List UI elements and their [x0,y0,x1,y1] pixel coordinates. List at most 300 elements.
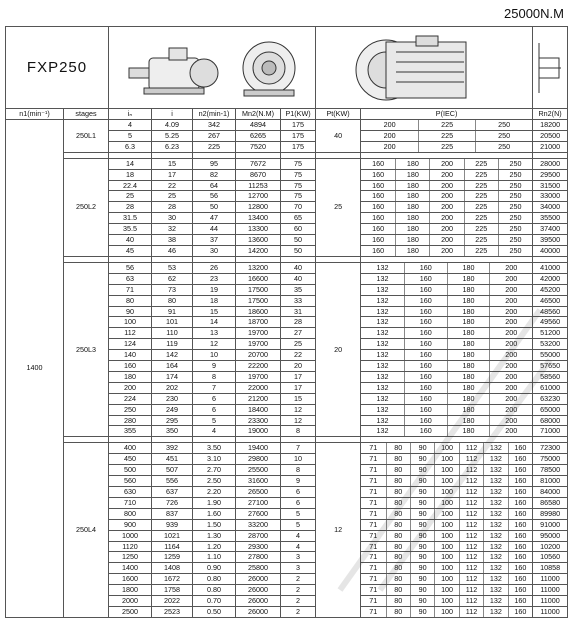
iec-frame-size: 80 [386,607,410,617]
iec-frame-size: 225 [418,120,475,130]
header-i: i [152,109,193,120]
ratio-cell: 1758 [152,585,193,596]
iec-frame-size: 71 [369,508,378,518]
iec-frame-size: 225 [464,246,498,256]
iec-frame-cell [361,465,533,476]
iec-frame-cell [361,487,533,498]
iec-frame-size: 225 [464,213,498,223]
torque-cell: 17500 [236,284,281,295]
output-speed-cell: 64 [193,180,236,191]
output-speed-cell: 0.50 [193,606,236,617]
ratio-nominal-cell: 500 [109,465,152,476]
radial-load-cell: 81000 [533,476,568,487]
radial-load-cell: 10200 [533,541,568,552]
iec-frame-size: 160 [508,552,532,562]
iec-frame-size: 160 [508,520,532,530]
iec-frame-size: 132 [376,284,389,294]
header-pt: Pt(KW) [316,109,361,120]
iec-frame-size: 200 [489,426,532,436]
torque-cell: 19700 [236,328,281,339]
shaft-diagram-icon [533,38,563,98]
output-speed-cell: 3.10 [193,454,236,465]
torque-cell: 25500 [236,465,281,476]
iec-frame-size: 225 [464,170,498,180]
power-cell: 50 [281,245,316,256]
iec-frame-size: 132 [376,295,389,305]
ratio-nominal-cell: 90 [109,306,152,317]
iec-frame-cell [361,130,533,141]
ratio-cell: 1164 [152,541,193,552]
iec-frame-size: 160 [508,487,532,497]
table-row [6,443,568,454]
iec-frame-cell [361,245,533,256]
iec-frame-cell [361,508,533,519]
radial-load-cell: 28000 [533,158,568,169]
iec-frame-size: 160 [404,350,447,360]
gear-reducer-icon [109,28,316,108]
ratio-nominal-cell: 900 [109,519,152,530]
iec-frame-size: 132 [483,498,507,508]
output-speed-cell: 9 [193,361,236,372]
power-cell: 75 [281,180,316,191]
iec-frame-cell [361,202,533,213]
iec-frame-size: 250 [498,235,532,245]
iec-frame-size: 71 [369,519,378,529]
power-cell: 35 [281,284,316,295]
iec-frame-size: 132 [483,487,507,497]
iec-frame-size: 200 [489,328,532,338]
torque-cell: 14200 [236,245,281,256]
torque-cell: 29300 [236,541,281,552]
iec-frame-size: 225 [464,224,498,234]
radial-load-cell: 33000 [533,191,568,202]
iec-frame-size: 100 [434,454,458,464]
iec-frame-size: 71 [369,465,378,475]
ratio-cell: 1021 [152,530,193,541]
specification-table [5,26,568,618]
iec-frame-size: 200 [489,339,532,349]
torque-cell: 27100 [236,497,281,508]
output-speed-cell: 10 [193,350,236,361]
iec-frame-size: 90 [410,574,434,584]
ratio-cell: 507 [152,465,193,476]
iec-frame-cell [361,339,533,350]
iec-frame-size: 132 [376,371,389,381]
radial-load-cell: 46500 [533,295,568,306]
iec-frame-size: 160 [372,169,385,179]
model-name: FXP250 [6,27,109,109]
radial-load-cell: 49560 [533,317,568,328]
iec-frame-size: 80 [386,574,410,584]
iec-frame-cell [361,585,533,596]
iec-frame-size: 200 [489,274,532,284]
iec-frame-size: 160 [404,328,447,338]
radial-load-cell: 29500 [533,169,568,180]
ratio-nominal-cell: 630 [109,487,152,498]
ratio-cell: 91 [152,306,193,317]
iec-frame-size: 200 [429,246,463,256]
header-rn2: Rn2(N) [533,109,568,120]
header-n1: n1(min⁻¹) [6,109,64,120]
iec-frame-size: 112 [459,531,483,541]
radial-load-cell: 37400 [533,224,568,235]
radial-load-cell: 35500 [533,213,568,224]
iec-frame-size: 225 [418,131,475,141]
output-speed-cell: 7 [193,382,236,393]
iec-frame-size: 200 [489,394,532,404]
iec-frame-size: 132 [483,552,507,562]
torque-cell: 22000 [236,382,281,393]
iec-frame-size: 71 [369,574,378,584]
radial-load-cell: 95000 [533,530,568,541]
output-speed-cell: 47 [193,213,236,224]
torque-cell: 26000 [236,574,281,585]
iec-frame-size: 132 [376,350,389,360]
power-cell: 40 [281,262,316,273]
power-cell: 4 [281,541,316,552]
iec-frame-size: 180 [395,181,429,191]
iec-frame-size: 180 [447,350,490,360]
output-speed-cell: 1.60 [193,508,236,519]
iec-frame-size: 160 [404,416,447,426]
iec-frame-size: 180 [447,361,490,371]
torque-cell: 25800 [236,563,281,574]
iec-frame-cell [361,454,533,465]
output-speed-cell: 3.50 [193,443,236,454]
output-speed-cell: 6 [193,393,236,404]
iec-frame-size: 71 [369,443,378,453]
power-cell: 70 [281,202,316,213]
power-cell: 15 [281,393,316,404]
iec-frame-size: 112 [459,454,483,464]
ratio-nominal-cell: 6.3 [109,141,152,152]
iec-frame-cell [361,443,533,454]
iec-frame-size: 200 [383,141,396,151]
ratio-nominal-cell: 1000 [109,530,152,541]
iec-frame-size: 112 [459,552,483,562]
torque-cell: 26500 [236,487,281,498]
iec-frame-size: 132 [376,404,389,414]
ratio-nominal-cell: 140 [109,350,152,361]
ratio-nominal-cell: 560 [109,476,152,487]
iec-frame-size: 80 [386,552,410,562]
ratio-cell: 2523 [152,606,193,617]
ratio-cell: 174 [152,371,193,382]
radial-load-cell: 84000 [533,487,568,498]
iec-frame-size: 100 [434,509,458,519]
radial-load-cell: 11000 [533,596,568,607]
iec-frame-size: 160 [372,180,385,190]
iec-frame-size: 132 [376,339,389,349]
iec-frame-size: 112 [459,498,483,508]
iec-frame-size: 200 [429,235,463,245]
iec-frame-size: 160 [508,607,532,617]
iec-frame-size: 200 [429,159,463,169]
ratio-cell: 939 [152,519,193,530]
iec-frame-size: 80 [386,596,410,606]
iec-frame-size: 100 [434,585,458,595]
output-speed-cell: 1.90 [193,497,236,508]
iec-frame-cell [361,191,533,202]
iec-frame-size: 200 [429,224,463,234]
output-speed-cell: 0.80 [193,585,236,596]
ratio-cell: 38 [152,235,193,246]
ratio-cell: 53 [152,262,193,273]
power-cell: 28 [281,317,316,328]
iec-frame-size: 160 [372,245,385,255]
power-cell: 175 [281,130,316,141]
output-speed-cell: 6 [193,404,236,415]
iec-frame-size: 90 [410,596,434,606]
iec-frame-cell [361,393,533,404]
ratio-cell: 5.25 [152,130,193,141]
output-speed-cell: 0.90 [193,563,236,574]
torque-cell: 17500 [236,295,281,306]
power-cell: 27 [281,328,316,339]
radial-load-cell: 48560 [533,306,568,317]
ratio-nominal-cell: 2000 [109,596,152,607]
torque-cell: 13200 [236,262,281,273]
iec-frame-size: 200 [489,350,532,360]
iec-frame-size: 160 [508,465,532,475]
iec-frame-size: 180 [447,328,490,338]
torque-cell: 19700 [236,339,281,350]
iec-frame-size: 180 [447,416,490,426]
iec-frame-size: 132 [376,317,389,327]
iec-frame-cell [361,415,533,426]
iec-frame-cell [361,317,533,328]
ratio-cell: 4.09 [152,120,193,131]
iec-frame-size: 180 [395,235,429,245]
iec-frame-size: 180 [395,246,429,256]
iec-frame-size: 180 [447,274,490,284]
iec-frame-size: 80 [386,509,410,519]
iec-frame-size: 132 [376,306,389,316]
ratio-cell: 1408 [152,563,193,574]
iec-frame-size: 160 [404,339,447,349]
power-cell: 9 [281,476,316,487]
iec-frame-size: 160 [404,296,447,306]
iec-frame-cell [361,141,533,152]
iec-frame-size: 180 [447,263,490,273]
power-cell: 20 [281,361,316,372]
ratio-nominal-cell: 22.4 [109,180,152,191]
power-cell: 7 [281,443,316,454]
output-speed-cell: 1.50 [193,519,236,530]
iec-frame-size: 225 [464,159,498,169]
output-speed-cell: 23 [193,273,236,284]
ratio-cell: 80 [152,295,193,306]
iec-frame-size: 160 [372,158,385,168]
iec-frame-size: 160 [404,307,447,317]
output-speed-cell: 18 [193,295,236,306]
iec-frame-size: 225 [464,181,498,191]
torque-cell: 12800 [236,202,281,213]
ratio-cell: 142 [152,350,193,361]
iec-frame-size: 132 [483,465,507,475]
output-speed-cell: 267 [193,130,236,141]
iec-frame-size: 160 [404,372,447,382]
iec-frame-size: 71 [369,585,378,595]
output-speed-cell: 2.50 [193,476,236,487]
iec-frame-size: 250 [498,159,532,169]
power-cell: 8 [281,465,316,476]
iec-frame-size: 160 [508,509,532,519]
iec-frame-size: 160 [372,213,385,223]
power-cell: 3 [281,563,316,574]
ratio-nominal-cell: 1800 [109,585,152,596]
radial-load-cell: 78500 [533,465,568,476]
iec-frame-size: 112 [459,585,483,595]
iec-frame-size: 90 [410,454,434,464]
ratio-nominal-cell: 28 [109,202,152,213]
iec-frame-size: 90 [410,487,434,497]
power-cell: 175 [281,141,316,152]
radial-load-cell: 45200 [533,284,568,295]
radial-load-cell: 21000 [533,141,568,152]
iec-frame-size: 160 [508,542,532,552]
iec-frame-size: 250 [498,181,532,191]
ratio-cell: 32 [152,224,193,235]
iec-frame-size: 160 [508,596,532,606]
motor-image [316,27,533,109]
radial-load-cell: 20500 [533,130,568,141]
torque-cell: 7520 [236,141,281,152]
ratio-nominal-cell: 4 [109,120,152,131]
iec-frame-size: 90 [410,520,434,530]
radial-load-cell: 10858 [533,563,568,574]
ratio-cell: 22 [152,180,193,191]
iec-frame-size: 112 [459,596,483,606]
iec-frame-size: 200 [383,130,396,140]
radial-load-cell: 11000 [533,606,568,617]
n1-speed-cell: 1400 [6,120,64,618]
ratio-cell: 46 [152,245,193,256]
iec-frame-size: 250 [498,246,532,256]
torque-cell: 16600 [236,273,281,284]
iec-frame-size: 200 [383,120,396,129]
iec-frame-size: 100 [434,487,458,497]
iec-frame-size: 200 [489,416,532,426]
iec-frame-size: 160 [404,274,447,284]
iec-frame-cell [361,273,533,284]
iec-frame-size: 100 [434,443,458,453]
ratio-nominal-cell: 1120 [109,541,152,552]
iec-frame-size: 100 [434,465,458,475]
torque-cell: 11253 [236,180,281,191]
iec-frame-size: 132 [376,382,389,392]
iec-frame-size: 90 [410,443,434,453]
iec-frame-size: 180 [447,426,490,436]
output-speed-cell: 1.10 [193,552,236,563]
radial-load-cell: 65000 [533,404,568,415]
power-cell: 22 [281,350,316,361]
thermal-power-cell: 25 [316,158,361,256]
ratio-nominal-cell: 800 [109,508,152,519]
output-speed-cell: 15 [193,306,236,317]
iec-frame-size: 90 [410,498,434,508]
iec-frame-size: 250 [498,191,532,201]
iec-frame-size: 100 [434,607,458,617]
iec-frame-size: 200 [489,405,532,415]
radial-load-cell: 40000 [533,245,568,256]
iec-frame-size: 112 [459,574,483,584]
ratio-nominal-cell: 40 [109,235,152,246]
power-cell: 25 [281,339,316,350]
iec-frame-size: 160 [404,285,447,295]
power-cell: 3 [281,552,316,563]
power-cell: 4 [281,530,316,541]
output-speed-cell: 8 [193,371,236,382]
table-row [6,120,568,131]
iec-frame-cell [361,180,533,191]
power-cell: 2 [281,606,316,617]
iec-frame-size: 71 [369,497,378,507]
iec-frame-size: 132 [483,607,507,617]
header-row [6,109,568,120]
iec-frame-size: 90 [410,552,434,562]
ratio-nominal-cell: 31.5 [109,213,152,224]
iec-frame-size: 160 [404,394,447,404]
power-cell: 75 [281,158,316,169]
iec-frame-size: 180 [447,307,490,317]
ratio-cell: 164 [152,361,193,372]
radial-load-cell: 42000 [533,273,568,284]
iec-frame-size: 112 [459,520,483,530]
iec-frame-cell [361,169,533,180]
iec-frame-size: 132 [483,454,507,464]
output-speed-cell: 2.20 [193,487,236,498]
iec-frame-size: 160 [508,443,532,453]
power-cell: 2 [281,585,316,596]
ratio-nominal-cell: 250 [109,404,152,415]
iec-frame-cell [361,120,533,131]
iec-frame-size: 180 [447,383,490,393]
radial-load-cell: 34000 [533,202,568,213]
radial-load-cell: 31500 [533,180,568,191]
iec-frame-size: 100 [434,574,458,584]
iec-frame-size: 132 [483,542,507,552]
iec-frame-cell [361,213,533,224]
ratio-nominal-cell: 14 [109,158,152,169]
iec-frame-size: 90 [410,531,434,541]
iec-frame-size: 71 [369,541,378,551]
iec-frame-size: 250 [475,142,532,152]
ratio-nominal-cell: 224 [109,393,152,404]
iec-frame-size: 200 [489,372,532,382]
iec-frame-size: 160 [508,531,532,541]
torque-cell: 6265 [236,130,281,141]
power-cell: 6 [281,497,316,508]
radial-load-cell: 41000 [533,262,568,273]
iec-frame-cell [361,295,533,306]
iec-frame-size: 80 [386,487,410,497]
iec-frame-size: 71 [369,487,378,496]
iec-frame-size: 132 [483,509,507,519]
iec-frame-size: 112 [459,443,483,453]
torque-cell: 31600 [236,476,281,487]
ratio-nominal-cell: 35.5 [109,224,152,235]
iec-frame-size: 160 [372,224,385,234]
iec-frame-size: 225 [464,191,498,201]
ratio-nominal-cell: 56 [109,262,152,273]
ratio-nominal-cell: 355 [109,426,152,437]
iec-frame-size: 180 [395,224,429,234]
iec-frame-size: 100 [434,476,458,486]
power-cell: 75 [281,191,316,202]
iec-frame-size: 200 [489,317,532,327]
iec-frame-size: 180 [447,339,490,349]
